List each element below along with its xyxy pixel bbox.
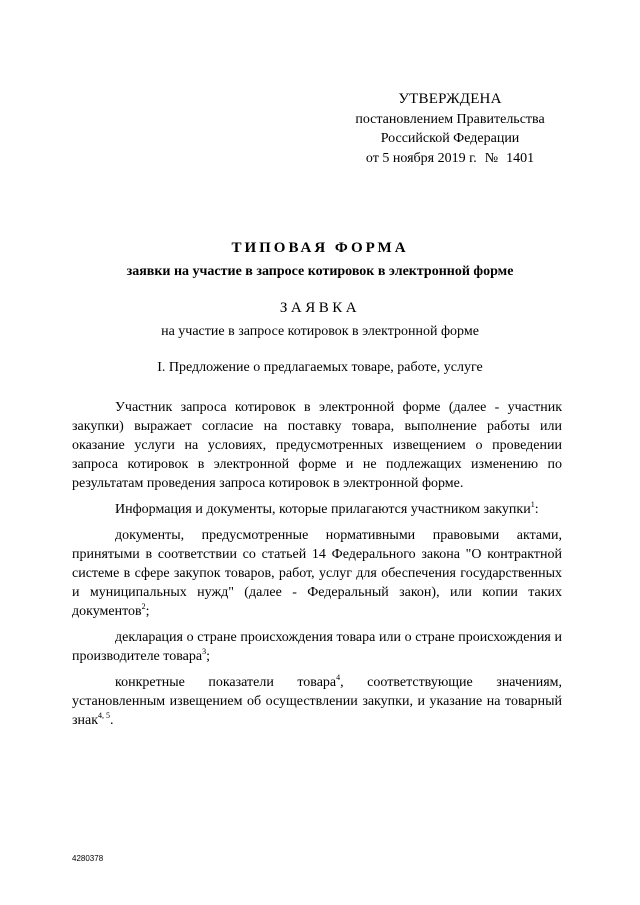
paragraph-4-tail: ; <box>206 649 210 664</box>
paragraph-5-tail: . <box>110 713 114 728</box>
form-subtitle: заявки на участие в запросе котировок в электронной форме <box>126 264 514 279</box>
footnote-mark-2: 2 <box>141 602 146 611</box>
approval-line-1: постановлением Правительства <box>355 111 545 127</box>
footnote-mark-1: 1 <box>530 500 535 509</box>
paragraph-3 <box>72 526 562 621</box>
paragraph-4-text: декларация о стране происхождения товара или о стране происхождения и производителе товара <box>72 630 562 664</box>
paragraph-1 <box>72 398 562 493</box>
approval-date-line <box>340 149 560 169</box>
approval-stamp <box>340 90 560 168</box>
footnote-mark-4-5: 4, 5 <box>98 711 111 720</box>
paragraph-3-tail: ; <box>145 604 150 619</box>
approval-number-sign: № <box>484 150 499 166</box>
approval-title: УТВЕРЖДЕНА <box>398 91 502 107</box>
approval-date: от 5 ноября 2019 г. <box>365 150 477 166</box>
application-title: ЗАЯВКА <box>279 300 361 316</box>
body-text <box>72 398 562 730</box>
footnote-mark-3: 3 <box>202 647 207 656</box>
paragraph-5-text-a: конкретные показатели товара <box>115 675 337 690</box>
paragraph-2-tail: : <box>534 502 539 517</box>
paragraph-5 <box>72 673 562 730</box>
section-title: I. Предложение о предлагаемых товаре, работе, услуге <box>157 360 483 375</box>
paragraph-3-text: документы, предусмотренные нормативными правовыми актами, принятыми в соответствии со статьей 14 Федерального закона "О контрактной системе в сфере закупок товаров, работ, услуг для обеспечения государственных и муниципальных нужд" (далее - Федеральный закон), или копии таких документов <box>72 528 562 619</box>
approval-line-2: Российской Федерации <box>380 131 520 146</box>
document-code: 4280378 <box>72 854 104 863</box>
form-title: ТИПОВАЯ ФОРМА <box>231 240 409 256</box>
paragraph-2-text: Информация и документы, которые прилагаются участником закупки <box>115 502 531 517</box>
paragraph-1-text: Участник запроса котировок в электронной форме (далее - участник закупки) выражает согласие на поставку товара, выполнение работы или оказание услуги на условиях, предусмотренных извещением о проведении запроса котировок в электронной форме и не подлежащих изменению по результатам проведения запроса котировок в электронной форме. <box>72 400 562 491</box>
approval-number: 1401 <box>506 150 535 166</box>
paragraph-5-text-b: , соответствующие значениям, установленным извещением об осуществлении закупки, и указание на товарный знак <box>72 675 562 728</box>
application-subtitle: на участие в запросе котировок в электронной форме <box>161 324 479 339</box>
footnote-mark-4: 4 <box>336 673 341 682</box>
paragraph-4 <box>72 628 562 666</box>
paragraph-2 <box>72 500 562 519</box>
